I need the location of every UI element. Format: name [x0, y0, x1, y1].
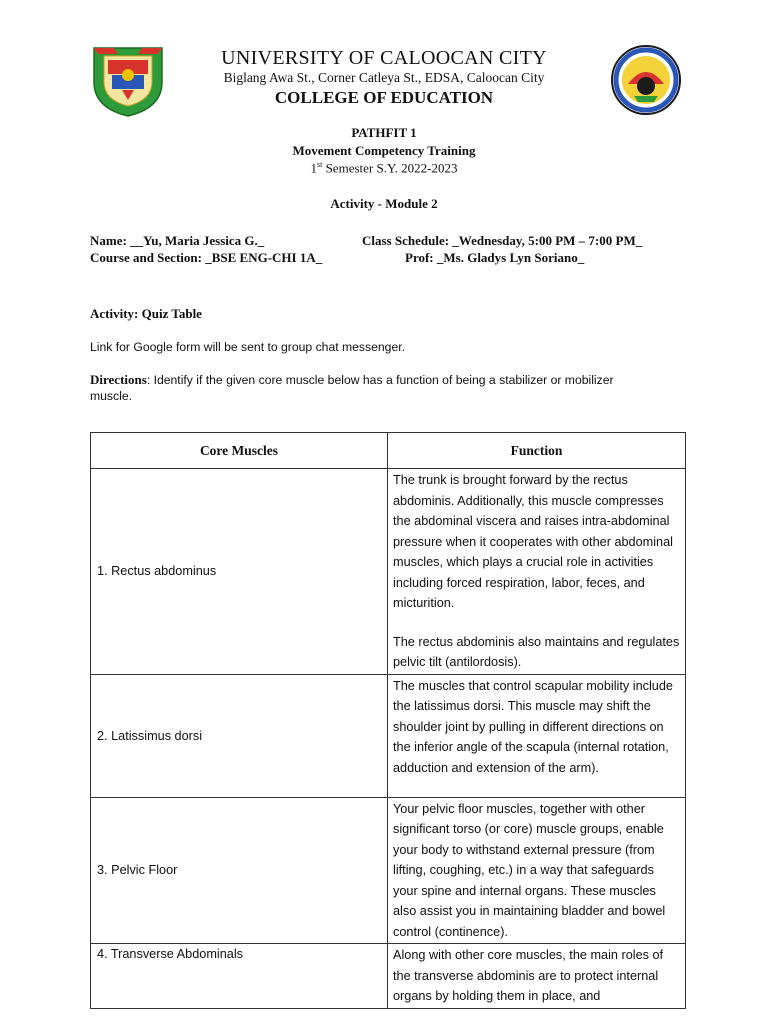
- course-code: PATHFIT 1: [351, 125, 417, 140]
- class-schedule: Class Schedule: _Wednesday, 5:00 PM – 7:00 PM_: [362, 233, 643, 248]
- student-name: Name: __Yu, Maria Jessica G._: [90, 233, 265, 248]
- function-paragraph: The trunk is brought forward by the rectus abdominis. Additionally, this muscle compresses the abdominal viscera and raises intra-abdominal pressure when it cooperates with other abdominal muscles, which plays a crucial role in activities including forced respiration, labor, feces, and micturition.: [393, 473, 673, 610]
- function-paragraph: The rectus abdominis also maintains and regulates pelvic tilt (antilordosis).: [393, 634, 680, 669]
- table-row: [91, 797, 686, 944]
- university-name: UNIVERSITY OF CALOOCAN CITY: [221, 47, 547, 69]
- university-address: Biglang Awa St., Corner Catleya St., EDSA, Caloocan City: [223, 70, 545, 85]
- function-paragraph: Your pelvic floor muscles, together with other significant torso (or core) muscle groups, enable your body to withstand external pressure (from lifting, coughing, etc.) in a way that safeguards your spine and internal organs. These muscles also assist you in maintaining bladder and bowel control (continence).: [393, 801, 666, 939]
- function-paragraph: Along with other core muscles, the main roles of the transverse abdominis are to protect internal organs by holding them in place, and: [393, 948, 664, 1003]
- course-section: Course and Section: _BSE ENG-CHI 1A_: [90, 250, 323, 265]
- directions-label: Directions: [90, 372, 147, 387]
- header-core-muscles: Core Muscles: [91, 433, 388, 469]
- semester-text: Semester S.Y. 2022-2023: [322, 160, 458, 176]
- muscle-name: 4. Transverse Abdominals: [91, 944, 388, 1009]
- semester-number: 1: [310, 160, 317, 176]
- muscle-name: 3. Pelvic Floor: [91, 797, 388, 944]
- quiz-table: [90, 432, 686, 1009]
- table-row: [91, 944, 686, 1009]
- semester-superscript: st: [316, 160, 323, 169]
- college-name: COLLEGE OF EDUCATION: [274, 88, 494, 107]
- muscle-function: [388, 674, 686, 797]
- function-paragraph: The muscles that control scapular mobility include the latissimus dorsi. This muscle may shift the shoulder joint by pulling in different directions on the inferior angle of the scapula (internal rotation, adduction and extension of the arm).: [393, 678, 673, 775]
- muscle-function: [388, 944, 686, 1009]
- header-function: Function: [388, 433, 686, 469]
- activity-module: Activity - Module 2: [330, 196, 438, 211]
- muscle-function: [388, 797, 686, 944]
- professor: Prof: _Ms. Gladys Lyn Soriano_: [405, 250, 585, 265]
- directions-text: : Identify if the given core muscle below has a function of being a stabilizer or mobilizer muscle.: [90, 373, 614, 403]
- course-title: Movement Competency Training: [292, 143, 476, 158]
- muscle-name: 1. Rectus abdominus: [91, 469, 388, 675]
- table-header-row: [91, 433, 686, 469]
- muscle-function: [388, 469, 686, 675]
- semester: [0, 160, 768, 176]
- table-row: [91, 674, 686, 797]
- link-note: Link for Google form will be sent to group chat messenger.: [90, 340, 406, 354]
- muscle-name: 2. Latissimus dorsi: [91, 674, 388, 797]
- activity-title: Activity: Quiz Table: [90, 306, 202, 321]
- table-row: [91, 469, 686, 675]
- directions: [90, 372, 650, 404]
